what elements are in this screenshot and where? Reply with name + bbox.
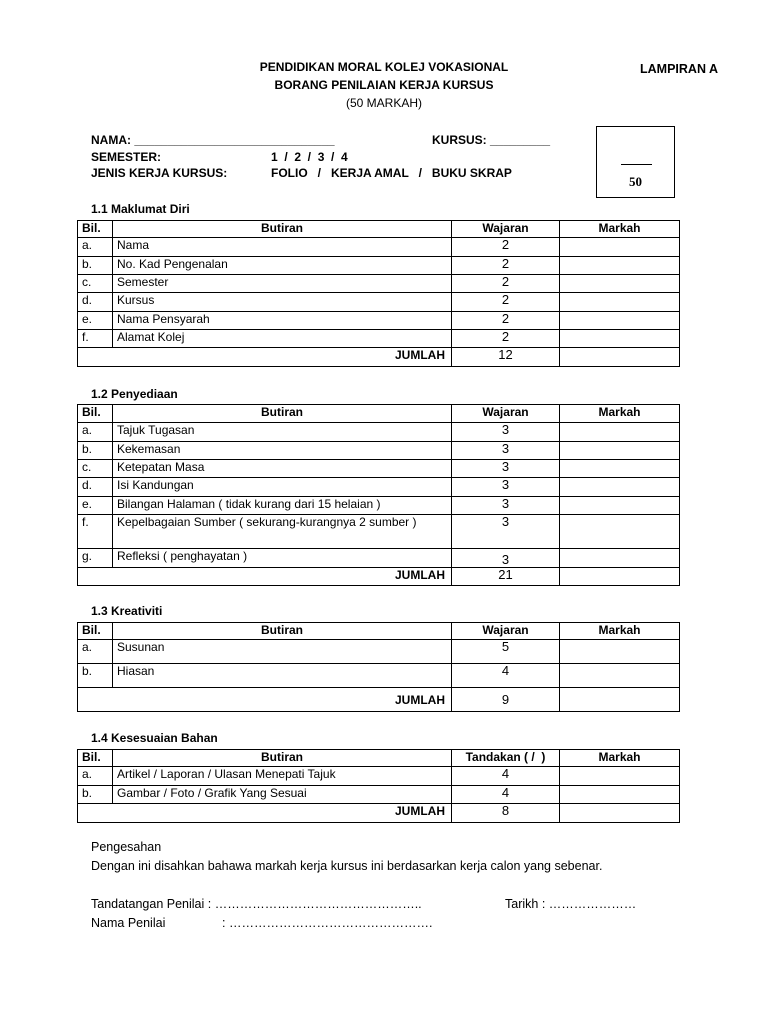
tarikh-field[interactable]: Tarikh : …………………: [505, 897, 637, 911]
jumlah-row: [78, 348, 680, 367]
row-markah-cell[interactable]: [560, 293, 680, 312]
col-tandakan: Tandakan ( / ): [452, 750, 560, 767]
jumlah-markah-cell[interactable]: [560, 804, 680, 823]
jumlah-row: [78, 568, 680, 586]
col-butiran: Butiran: [113, 221, 452, 238]
table-row: [78, 460, 680, 478]
row-markah-cell[interactable]: [560, 786, 680, 804]
col-butiran: Butiran: [113, 623, 452, 640]
row-bil: b.: [78, 786, 113, 804]
jumlah-markah-cell[interactable]: [560, 688, 680, 712]
tandatangan-penilai-field[interactable]: Tandatangan Penilai : …………………………………………..: [91, 897, 422, 911]
jumlah-value: 8: [452, 804, 560, 823]
row-markah-cell[interactable]: [560, 664, 680, 688]
row-bil: f.: [78, 330, 113, 348]
table-row: [78, 257, 680, 275]
row-bil: a.: [78, 238, 113, 257]
table-row: [78, 275, 680, 293]
col-markah: Markah: [560, 221, 680, 238]
table-row: [78, 312, 680, 330]
row-bil: c.: [78, 460, 113, 478]
row-butiran: Gambar / Foto / Grafik Yang Sesuai: [113, 786, 452, 804]
row-bil: b.: [78, 442, 113, 460]
section-heading: 1.4 Kesesuaian Bahan: [91, 731, 218, 745]
row-markah-cell[interactable]: [560, 460, 680, 478]
row-bil: d.: [78, 293, 113, 312]
table-row: [78, 664, 680, 688]
jumlah-value: 12: [452, 348, 560, 367]
row-markah-cell[interactable]: [560, 312, 680, 330]
section-heading: 1.1 Maklumat Diri: [91, 202, 190, 216]
table-row: [78, 549, 680, 568]
jumlah-label: JUMLAH: [78, 568, 452, 586]
col-wajaran: Wajaran: [452, 221, 560, 238]
row-markah-cell[interactable]: [560, 478, 680, 497]
jenis-kerja-options[interactable]: FOLIO / KERJA AMAL / BUKU SKRAP: [271, 166, 512, 180]
row-butiran: Ketepatan Masa: [113, 460, 452, 478]
row-markah-cell[interactable]: [560, 767, 680, 786]
col-markah: Markah: [560, 623, 680, 640]
assessment-table: [77, 220, 680, 367]
table-row: [78, 515, 680, 549]
row-bil: g.: [78, 549, 113, 568]
score-blank-line[interactable]: [621, 164, 652, 165]
row-wajaran: 5: [452, 640, 560, 664]
assessment-table: [77, 622, 680, 712]
assessment-table: [77, 404, 680, 586]
col-butiran: Butiran: [113, 405, 452, 423]
form-title: PENDIDIKAN MORAL KOLEJ VOKASIONAL: [259, 60, 509, 74]
col-bil: Bil.: [78, 405, 113, 423]
row-wajaran: 4: [452, 786, 560, 804]
table-row: [78, 497, 680, 515]
row-wajaran: 3: [452, 515, 560, 549]
row-wajaran: 3: [452, 549, 560, 568]
row-wajaran: 3: [452, 423, 560, 442]
row-butiran: Isi Kandungan: [113, 478, 452, 497]
row-butiran: Nama: [113, 238, 452, 257]
col-markah: Markah: [560, 405, 680, 423]
row-butiran: Susunan: [113, 640, 452, 664]
row-markah-cell[interactable]: [560, 497, 680, 515]
row-wajaran: 4: [452, 664, 560, 688]
row-wajaran: 2: [452, 257, 560, 275]
row-wajaran: 2: [452, 238, 560, 257]
nama-penilai-field[interactable]: : ………………………………………….: [222, 916, 433, 930]
row-butiran: Kekemasan: [113, 442, 452, 460]
col-bil: Bil.: [78, 623, 113, 640]
col-bil: Bil.: [78, 750, 113, 767]
form-subtitle: BORANG PENILAIAN KERJA KURSUS: [274, 78, 494, 92]
row-butiran: Artikel / Laporan / Ulasan Menepati Tajuk: [113, 767, 452, 786]
jumlah-label: JUMLAH: [78, 804, 452, 823]
row-markah-cell[interactable]: [560, 238, 680, 257]
row-wajaran: 2: [452, 293, 560, 312]
kursus-field[interactable]: KURSUS: _________: [432, 133, 551, 147]
row-markah-cell[interactable]: [560, 330, 680, 348]
row-wajaran: 4: [452, 767, 560, 786]
table-row: [78, 478, 680, 497]
jumlah-label: JUMLAH: [78, 688, 452, 712]
table-row: [78, 640, 680, 664]
row-bil: a.: [78, 423, 113, 442]
row-butiran: Nama Pensyarah: [113, 312, 452, 330]
row-markah-cell[interactable]: [560, 549, 680, 568]
semester-options[interactable]: 1 / 2 / 3 / 4: [271, 150, 348, 164]
jenis-kerja-label: JENIS KERJA KURSUS:: [91, 166, 228, 180]
row-butiran: Kepelbagaian Sumber ( sekurang-kurangnya 2 sumber ): [113, 515, 452, 549]
jumlah-row: [78, 804, 680, 823]
row-wajaran: 3: [452, 460, 560, 478]
table-row: [78, 767, 680, 786]
table-row: [78, 423, 680, 442]
row-wajaran: 2: [452, 330, 560, 348]
row-markah-cell[interactable]: [560, 515, 680, 549]
row-markah-cell[interactable]: [560, 640, 680, 664]
row-butiran: Tajuk Tugasan: [113, 423, 452, 442]
jumlah-markah-cell[interactable]: [560, 568, 680, 586]
nama-penilai-label: Nama Penilai: [91, 916, 166, 930]
row-bil: b.: [78, 664, 113, 688]
row-butiran: Hiasan: [113, 664, 452, 688]
row-bil: b.: [78, 257, 113, 275]
col-butiran: Butiran: [113, 750, 452, 767]
jumlah-value: 9: [452, 688, 560, 712]
row-markah-cell[interactable]: [560, 442, 680, 460]
pengesahan-heading: Pengesahan: [91, 840, 162, 854]
row-butiran: Bilangan Halaman ( tidak kurang dari 15 helaian ): [113, 497, 452, 515]
row-wajaran: 3: [452, 442, 560, 460]
col-bil: Bil.: [78, 221, 113, 238]
row-wajaran: 3: [452, 497, 560, 515]
row-markah-cell[interactable]: [560, 257, 680, 275]
row-wajaran: 3: [452, 478, 560, 497]
section-heading: 1.3 Kreativiti: [91, 604, 163, 618]
col-wajaran: Wajaran: [452, 405, 560, 423]
table-row: [78, 330, 680, 348]
row-bil: e.: [78, 497, 113, 515]
row-bil: d.: [78, 478, 113, 497]
nama-field[interactable]: NAMA: ______________________________: [91, 133, 335, 147]
form-marks-total: (50 MARKAH): [345, 96, 422, 110]
table-row: [78, 442, 680, 460]
col-markah: Markah: [560, 750, 680, 767]
row-butiran: Kursus: [113, 293, 452, 312]
row-wajaran: 2: [452, 312, 560, 330]
table-row: [78, 786, 680, 804]
row-bil: e.: [78, 312, 113, 330]
row-butiran: Alamat Kolej: [113, 330, 452, 348]
row-bil: a.: [78, 640, 113, 664]
jumlah-row: [78, 688, 680, 712]
pengesahan-statement: Dengan ini disahkan bahawa markah kerja kursus ini berdasarkan kerja calon yang sebenar.: [91, 859, 603, 873]
row-bil: c.: [78, 275, 113, 293]
row-butiran: Semester: [113, 275, 452, 293]
section-heading: 1.2 Penyediaan: [91, 387, 178, 401]
col-wajaran: Wajaran: [452, 623, 560, 640]
jumlah-label: JUMLAH: [78, 348, 452, 367]
row-bil: a.: [78, 767, 113, 786]
row-markah-cell[interactable]: [560, 275, 680, 293]
jumlah-markah-cell[interactable]: [560, 348, 680, 367]
semester-label: SEMESTER:: [91, 150, 162, 164]
table-row: [78, 238, 680, 257]
score-total: 50: [629, 174, 642, 189]
row-markah-cell[interactable]: [560, 423, 680, 442]
row-butiran: Refleksi ( penghayatan ): [113, 549, 452, 568]
row-butiran: No. Kad Pengenalan: [113, 257, 452, 275]
table-row: [78, 293, 680, 312]
jumlah-value: 21: [452, 568, 560, 586]
assessment-table: [77, 749, 680, 823]
score-box: [596, 126, 675, 198]
lampiran-label: LAMPIRAN A: [640, 62, 719, 76]
row-wajaran: 2: [452, 275, 560, 293]
row-bil: f.: [78, 515, 113, 549]
